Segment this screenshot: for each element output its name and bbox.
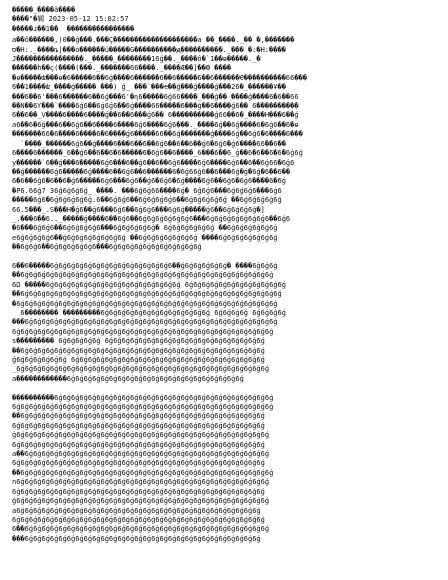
text-line: ��6ǵ6ǵ6ǵ6ǵ6ǵ6ǵ6ǵ6ǵ6ǵ6ǵ6ǵ6ǵ6ǵ6ǵ6ǵ6ǵ6ǵ6ǵ6ǵ6ǵ6ǵ6ǵ6ǵ6ǵ6ǵ6ǵ6ǵ6ǵ6ǵ6ǵ (12, 271, 274, 280)
text-line: �ɵ�����ǳ���ɵ�6�����6��6ǵ����6������6��6�����6��6������Ҽ����������66��� (12, 73, 307, 82)
document-subtitle: �����ɾ��1�� ���������������� (12, 24, 135, 33)
text-line: 6ǵ6ǵ6ǵ6ǵ6ǵ6ǵ6ǵ6ǵ6ǵ6ǵ6ǵ6ǵ6ǵ6ǵ6ǵ6ǵ6ǵ6ǵ6ǵ6ǵ6ǵ6ǵ6ǵ6ǵ6ǵ6ǵ6ǵ6ǵ6ǵ6ǵ (12, 515, 265, 524)
text-line (12, 384, 436, 393)
text-line: `����_������6ǵ6��ǵ����6���6��6��6ǵ6��6��6��ǵ6�6ǵ6�ǵ6����66��6�� (12, 139, 286, 148)
text-line: ǵ6ǵ6ǵ6ǵ6ǵ6ǵ6ǵ 6ǵ6ǵ6ǵ6ǵ6ǵ6ǵ6ǵ6ǵ6ǵ6ǵ6ǵ6ǵ6ǵ6ǵ6ǵ6ǵ6ǵ6ǵ6ǵ6ǵ6ǵ6ǵ6ǵ (12, 356, 265, 365)
text-line: �������66�6����6����6�6����ǵ6�����66��6ǵ�������ǵ����6ǵ��6ǵ6�6����6��� (12, 130, 303, 139)
text-line: 6Ω �����6ǵ6ǵ6ǵ6ǵ6ǵ6ǵ6ǵ6ǵ6ǵ6ǵ6ǵ6ǵ6ǵ6ǵ6ǵ6ǵ 6ǵ6ǵ6ǵ6ǵ6ǵ6ǵ6ǵ6ǵ6ǵ6ǵ6ǵ6ǵ (12, 280, 286, 289)
text-line: a6ǵ6ǵ6ǵ6ǵ6ǵ6ǵ6ǵ6ǵ6ǵ6ǵ6ǵ6ǵ6ǵ6ǵ6ǵ6ǵ6ǵ6ǵ6ǵ6ǵ6ǵ6ǵ6ǵ6ǵ6ǵ6ǵ6ǵ6ǵ6ǵ (12, 506, 261, 515)
text-line: ��ǵ������6ǵ6�����6ǵ����6��6ǵ6��6������6�6ǵ66ǵ6��6���6ǵ�ǵ�6ǵ�6��6�� (12, 167, 291, 176)
text-line: ��6ǵ6ǵ6ǵ6ǵ6ǵ6ǵ6ǵ6ǵ6ǵ6ǵ6ǵ6ǵ6ǵ6ǵ6ǵ6ǵ6ǵ6ǵ6ǵ6ǵ6ǵ6ǵ6ǵ6ǵ6ǵ6ǵ6ǵ6ǵ6ǵ (12, 346, 265, 355)
text-line: e6ǵ6ǵ6ǵ6ǵ6��ǵ6ǵ6ǵ6ǵ6ǵ6ǵ6ǵ6ǵ ��6ǵ6ǵ6ǵ6ǵ6ǵ6ǵ6ǵ ����6ǵ6ǵ6ǵ6ǵ6ǵ6ǵ6ǵ (12, 233, 278, 242)
text-line: ������ĥ��ç(����(���._�������66����._����Ǽ��]��Ф ���� (12, 64, 232, 73)
text-line: �6ǵ6ǵ6ǵ6ǵ6ǵ6ǵ6ǵ6ǵ6ǵ6ǵ6ǵ6ǵ6ǵ6ǵ6ǵ6ǵ6ǵ6ǵ6ǵ6ǵ6ǵ6ǵ6ǵ6ǵ6ǵ6ǵ6ǵ6ǵ6ǵ6ǵ6ǵ (12, 299, 278, 308)
text-line: �6���6ǵ6ǵ6��6ǵ6ǵ6ǵ6ǵ6���6ǵ6ǵ6ǵ6ǵ6ǵ� 6ǵ6ǵ6ǵ6ǵ6ǵ6ǵ ��6ǵ6ǵ6ǵ6ǵ6ǵ6ǵ (12, 224, 278, 233)
text-line: ���6ǵ6ǵ6ǵ6ǵ6ǵ6ǵ6ǵ6ǵ6ǵ6ǵ6ǵ6ǵ6ǵ6ǵ6ǵ6ǵ6ǵ6ǵ6ǵ6ǵ6ǵ6ǵ6ǵ6ǵ6ǵ6ǵ6ǵ6ǵ (12, 534, 261, 543)
text-line: 6�������� ���������6ǵ6ǵ6ǵ6ǵ6ǵ6ǵ6ǵ6ǵ6ǵ6ǵ6ǵ6ǵ6ǵ 6ǵ6ǵ6ǵ6ǵ 6ǵ6ǵ6ǵ6ǵ (12, 308, 286, 317)
document-header (12, 6, 436, 34)
text-line: ���6ǵ6ǵ6ǵ6ǵ6ǵ6ǵ6ǵ6ǵ6ǵ6ǵ6ǵ6ǵ6ǵ6ǵ6ǵ6ǵ6ǵ6ǵ6ǵ6ǵ6ǵ6ǵ6ǵ6ǵ6ǵ6ǵ6ǵ6ǵ6ǵ6ǵ (12, 318, 278, 327)
text-line: a��ô������,)0��ǵ���.���Ç��������������������a ��_����._�� �,������� (12, 36, 295, 45)
text-line: ǵ6ǵ6ǵ6ǵ6ǵ6ǵ6ǵ6ǵ6ǵ6ǵ6ǵ6ǵ6ǵ6ǵ6ǵ6ǵ6ǵ6ǵ6ǵ6ǵ6ǵ6ǵ6ǵ6ǵ6ǵ6ǵ6ǵ6ǵ6ǵ6ǵ6ǵ (12, 497, 270, 506)
text-line: ��Ǹ��6Ƴ���`����6ǵ6��6ǵ6ǵ6��6ǵ����66�����6���ǵ��6����ǵ6�� 6���������� (12, 102, 299, 111)
text-line: s��������� 6ǵ6ǵ6ǵ6ǵ6ǵ 6ǵ6ǵ6ǵ6ǵ6ǵ6ǵ6ǵ6ǵ6ǵ6ǵ6ǵ6ǵ6ǵ6ǵ6ǵ6ǵ6ǵ6ǵ6ǵ (12, 337, 265, 346)
document-title: �����_����ã���� (12, 6, 76, 14)
text-line: n6ǵ6ǵ6ǵ6ǵ6ǵ6ǵ6ǵ6ǵ6ǵ6ǵ6ǵ6ǵ6ǵ6ǵ6ǵ6ǵ6ǵ6ǵ6ǵ6ǵ6ǵ6ǵ6ǵ6ǵ6ǵ6ǵ6ǵ6ǵ6ǵ6ǵ (12, 478, 270, 487)
text-line: 6��1����ǳ_����ǵ����� ���) ǵ_ ���`���ҽ��ǵ���ǵ����ǵ���26�_������Ұ�� (12, 83, 286, 92)
text-line: 6ǵ6ǵ6ǵ6ǵ6ǵ6ǵ6ǵ6ǵ6ǵ6ǵ6ǵ6ǵ6ǵ6ǵ6ǵ6ǵ6ǵ6ǵ6ǵ6ǵ6ǵ6ǵ6ǵ6ǵ6ǵ6ǵ6ǵ6ǵ6ǵ6ǵ (12, 487, 265, 496)
text-line: 6ǵ6ǵ6ǵ6ǵ6ǵ6ǵ6ǵ6ǵ6ǵ6ǵ6ǵ6ǵ6ǵ6ǵ6ǵ6ǵ6ǵ6ǵ6ǵ6ǵ6ǵ6ǵ6ǵ6ǵ6ǵ6ǵ6ǵ6ǵ6ǵ6ǵ6ǵ (12, 327, 274, 336)
text-line: 6��6ǵ6ǵ6ǵ6ǵ6ǵ6ǵ6ǵ6ǵ6ǵ6ǵ6ǵ6ǵ6ǵ6ǵ6ǵ6ǵ6ǵ6ǵ6ǵ6ǵ6ǵ6ǵ6ǵ6ǵ6ǵ6ǵ6ǵ6ǵ6ǵ (12, 525, 270, 534)
text-line: _6ǵ6ǵ6ǵ6ǵ6ǵ6ǵ6ǵ6ǵ6ǵ6ǵ6ǵ6ǵ6ǵ6ǵ6ǵ6ǵ6ǵ6ǵ6ǵ6ǵ6ǵ6ǵ6ǵ6ǵ6ǵ6ǵ6ǵ6ǵ6ǵ6ǵ (12, 365, 270, 374)
text-line: a6��6�6ǵ���6��6ǵ6��6����6����6ǵ6����6ǵ6���._����6ǵ��6ǵ����6�6ǵ6��6�ɵ (12, 120, 299, 129)
text-line: ��6ǵ6ǵ6ǵ6ǵ6ǵ6ǵ6ǵ6ǵ6ǵ6ǵ6ǵ6ǵ6ǵ6ǵ6ǵ6ǵ6ǵ6ǵ6ǵ6ǵ6ǵ6ǵ6ǵ6ǵ6ǵ6ǵ6ǵ6ǵ6ǵ6ǵ6ǵ (12, 290, 282, 299)
document-page (12, 6, 436, 574)
document-body (12, 36, 436, 544)
text-line (12, 253, 436, 262)
text-line: 6ǵ6ǵ6ǵ6ǵ6ǵ6ǵ6ǵ6ǵ6ǵ6ǵ6ǵ6ǵ6ǵ6ǵ6ǵ6ǵ6ǵ6ǵ6ǵ6ǵ6ǵ6ǵ6ǵ6ǵ6ǵ6ǵ6ǵ6ǵ6ǵ6ǵ (12, 440, 265, 449)
text-line: ��6ǵ6ǵ6ǵ6ǵ6ǵ6ǵ6ǵ6ǵ6ǵ6ǵ6ǵ6ǵ6ǵ6ǵ6ǵ6ǵ6ǵ6ǵ6ǵ6ǵ6ǵ6ǵ6ǵ6ǵ6ǵ6ǵ6ǵ6ǵ6ǵ6ǵ (12, 468, 274, 477)
text-line: 66.5���_.S���H�ǵ6��ǵ6���6ǵ6��6ǵ6ǵ6���6ǵ6ǵ�����ǵ6��6ǵ6ǵ6ǵ6ǵ�] (12, 205, 265, 214)
text-line: 6�6��6ǵ6�6��6�ǵ6�����6ǵ6���6ǵ6��ǵ6�6ǵ6�6ǵ����6ǵ6��6ǵ6�6ǵ6����6�6ǵ (12, 177, 286, 186)
text-line: ��6ǵ6ǵ6ǵ6ǵ6ǵ6ǵ6ǵ6ǵ6ǵ6ǵ6ǵ6ǵ6ǵ6ǵ6ǵ6ǵ6ǵ6ǵ6ǵ6ǵ6ǵ6ǵ6ǵ6ǵ6ǵ6ǵ6ǵ6ǵ6ǵ (12, 412, 265, 421)
text-line: 6ǵ6ǵ6ǵ6ǵ6ǵ6ǵ6ǵ6ǵ6ǵ6ǵ6ǵ6ǵ6ǵ6ǵ6ǵ6ǵ6ǵ6ǵ6ǵ6ǵ6ǵ6ǵ6ǵ6ǵ6ǵ6ǵ6ǵ6ǵ6ǵ6ǵ6ǵ (12, 403, 274, 412)
text-line: 6��6�����6ǵ6ǵ6ǵ6ǵ6ǵ6ǵ6ǵ6ǵ6ǵ6ǵ6ǵ6ǵ6ǵ6ǵ6��ǵ6ǵ6ǵ6ǵ6ǵ6ǵ� ����6ǵ6ǵ6ǵ (12, 261, 278, 270)
text-line: a������������6ǵ6ǵ6ǵ6ǵ6ǵ6ǵ6ǵ6ǵ6ǵ6ǵ6ǵ6ǵ6ǵ6ǵ6ǵ6ǵ6ǵ6ǵ6ǵ6ǵ6ǵ (12, 374, 244, 383)
text-line: _.���6��6.._�����ǵ����6��6ǵ6��6ǵ6ǵ6ǵ6ǵ6ǵ6ǵ6���6ǵ6ǵ6ǵ6ǵ6ǵ6ǵ6ǵ6��6ǵ6 (12, 214, 291, 223)
text-line: a��6ǵ6ǵ6ǵ6ǵ6ǵ6ǵ6ǵ6ǵ6ǵ6ǵ6ǵ6ǵ6ǵ6ǵ6ǵ6ǵ6ǵ6ǵ6ǵ6ǵ6ǵ6ǵ6ǵ6ǵ6ǵ6ǵ6ǵ6ǵ6ǵ (12, 450, 270, 459)
text-line: 6��6��_Ѵ����6����6����ǵ��6��6���ǵ6�� 6����������ǵ66��6�_����H���6��ǵ (12, 111, 299, 120)
text-line: �����6ǵ6�6ǵ6ǵ6ǵ6ǵ6ǵ.6��6ǵ6ǵ6��6ǵ6ǵ6ǵ6ǵ6��6ǵ6ǵ6ǵ6ǵ6ǵ ��6ǵ6ǵ6ǵ6ǵ6ǵ (12, 196, 282, 205)
text-line: ����������6ǵ6ǵ6ǵ6ǵ6ǵ6ǵ6ǵ6ǵ6ǵ6ǵ6ǵ6ǵ6ǵ6ǵ6ǵ6ǵ6ǵ6ǵ6ǵ6ǵ6ǵ6ǵ6ǵ6ǵ6ǵ6ǵ (12, 393, 274, 402)
text-line: J����������������._�����_��������16ǵ��._����ô�`1��ѳ�����._� (12, 55, 261, 64)
text-line: 6ǵ6ǵ6ǵ6ǵ6ǵ6ǵ6ǵ6ǵ6ǵ6ǵ6ǵ6ǵ6ǵ6ǵ6ǵ6ǵ6ǵ6ǵ6ǵ6ǵ6ǵ6ǵ6ǵ6ǵ6ǵ6ǵ6ǵ6ǵ6ǵ6ǵ (12, 421, 265, 430)
text-line: �P6.66ǵ7 36ǵ6ǵ6ǵ6ǵ_ ����. ���6ǵ6ǵ66����6ǵ� 6ǵ6ǵ6���6ǵ6ǵ6ǵ6���6ǵ6 (12, 186, 282, 195)
text-line: ���6��6'���6������6��6ǵ���6'�ɳ6�����6ǵ66����_���ǵ�� ����ǵ����6�6��66 (12, 92, 299, 101)
text-line: y������`6��ǵ���6�����6ǵ6���6��ǵ6��6��6ǵ6����6ǵ6����6ǵ6��6��6ǵ66�6ǵ6 (12, 158, 295, 167)
document-timestamp: ����"�䳬 2023-05-12 15:02:57 (12, 15, 129, 24)
text-line: 6ǵ6ǵ6ǵ6ǵ6ǵ6ǵ6ǵ6ǵ6ǵ6ǵ6ǵ6ǵ6ǵ6ǵ6ǵ6ǵ6ǵ6ǵ6ǵ6ǵ6ǵ6ǵ6ǵ6ǵ6ǵ6ǵ6ǵ6ǵ6ǵ6ǵ (12, 459, 265, 468)
text-line: ס�H:._����ȵ|���o������ü�����G����������ԭ����������._��� �:�H:���� (12, 45, 286, 54)
text-line: ��6ǵ6ǵ6��6ǵ6ǵ6ǵ6ǵ6ǵ6���6ǵ6ǵ6ǵ6ǵ6ǵ6ǵ6ǵ6ǵ6ǵ6ǵ6ǵ (12, 243, 202, 252)
text-line: ǵ6ǵ6ǵ6ǵ6ǵ6ǵ6ǵ6ǵ6ǵ6ǵ6ǵ6ǵ6ǵ6ǵ6ǵ6ǵ6ǵ6ǵ6ǵ6ǵ6ǵ6ǵ6ǵ6ǵ6ǵ6ǵ6ǵ6ǵ6ǵ6ǵ6ǵ (12, 431, 270, 440)
text-line: 6����6������_6��ǵ6��6��6�6�����6�6ǵ6��6����_6���6��6_ǵ��6�6��6�6�6ǵ6ǵ (12, 149, 303, 158)
